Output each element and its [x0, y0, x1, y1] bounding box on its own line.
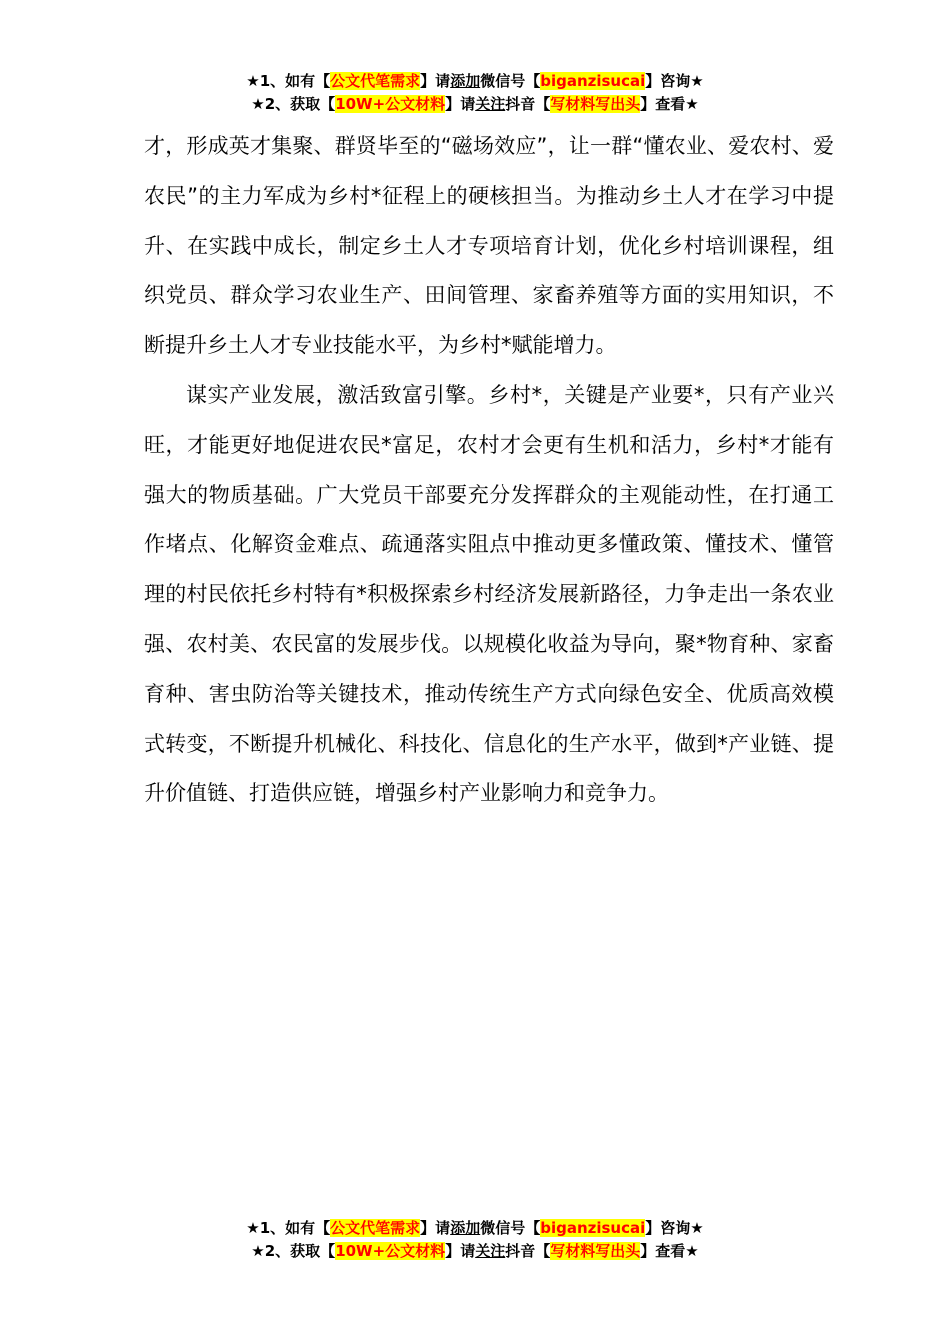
banner-text: 】查看★ — [640, 95, 699, 113]
banner-highlight: 写材料写出头 — [550, 1242, 641, 1260]
banner-highlight: biganzisucai — [540, 72, 646, 90]
banner-text: 微信号【 — [480, 72, 541, 90]
banner-text: 】请 — [420, 72, 451, 90]
banner-underline: 关注 — [475, 95, 506, 113]
banner-text: ★2、获取【 — [251, 1242, 336, 1260]
banner-text: 抖音【 — [505, 95, 551, 113]
footer-banner — [0, 1217, 950, 1263]
banner-text: 】请 — [420, 1219, 451, 1237]
banner-line-2 — [0, 93, 950, 116]
banner-text: ★1、如有【 — [246, 1219, 331, 1237]
paragraph-1: 才，形成英才集聚、群贤毕至的“磁场效应”，让一群“懂农业、爱农村、爱农民”的主力军成为乡村*征程上的硬核担当。为推动乡土人才在学习中提升、在实践中成长，制定乡土人才专项培育计划，优化乡村培训课程，组织党员、群众学习农业生产、田间管理、家畜养殖等方面的实用知识，不断提升乡土人才专业技能水平，为乡村*赋能增力。 — [144, 134, 834, 358]
banner-line-1 — [0, 1217, 950, 1240]
banner-underline: 添加 — [450, 1219, 481, 1237]
banner-highlight: biganzisucai — [540, 1219, 646, 1237]
banner-text: 】查看★ — [640, 1242, 699, 1260]
banner-underline: 关注 — [475, 1242, 506, 1260]
banner-text: 】请 — [445, 95, 476, 113]
banner-line-1 — [0, 70, 950, 93]
header-banner — [0, 70, 950, 116]
banner-highlight: 公文代笔需求 — [330, 1219, 421, 1237]
banner-underline: 添加 — [450, 72, 481, 90]
banner-text: 】咨询★ — [645, 72, 704, 90]
banner-line-2 — [0, 1240, 950, 1263]
banner-text: ★2、获取【 — [251, 95, 336, 113]
banner-highlight: 公文代笔需求 — [330, 72, 421, 90]
banner-highlight: 10W+公文材料 — [335, 1242, 446, 1260]
paragraph-2: 谋实产业发展，激活致富引擎。乡村*，关键是产业要*，只有产业兴旺，才能更好地促进农民*富足，农村才会更有生机和活力，乡村*才能有强大的物质基础。广大党员干部要充分发挥群众的主观能动性，在打通工作堵点、化解资金难点、疏通落实阻点中推动更多懂政策、懂技术、懂管理的村民依托乡村特有*积极探索乡村经济发展新路径，力争走出一条农业强、农村美、农民富的发展步伐。以规模化收益为导向，聚*物育种、家畜育种、害虫防治等关键技术，推动传统生产方式向绿色安全、优质高效模式转变，不断提升机械化、科技化、信息化的生产水平，做到*产业链、提升价值链、打造供应链，增强乡村产业影响力和竞争力。 — [144, 382, 834, 806]
banner-text: 】请 — [445, 1242, 476, 1260]
banner-text: 抖音【 — [505, 1242, 551, 1260]
banner-text: 】咨询★ — [645, 1219, 704, 1237]
banner-highlight: 10W+公文材料 — [335, 95, 446, 113]
banner-text: ★1、如有【 — [246, 72, 331, 90]
banner-text: 微信号【 — [480, 1219, 541, 1237]
banner-highlight: 写材料写出头 — [550, 95, 641, 113]
document-body — [144, 122, 834, 819]
